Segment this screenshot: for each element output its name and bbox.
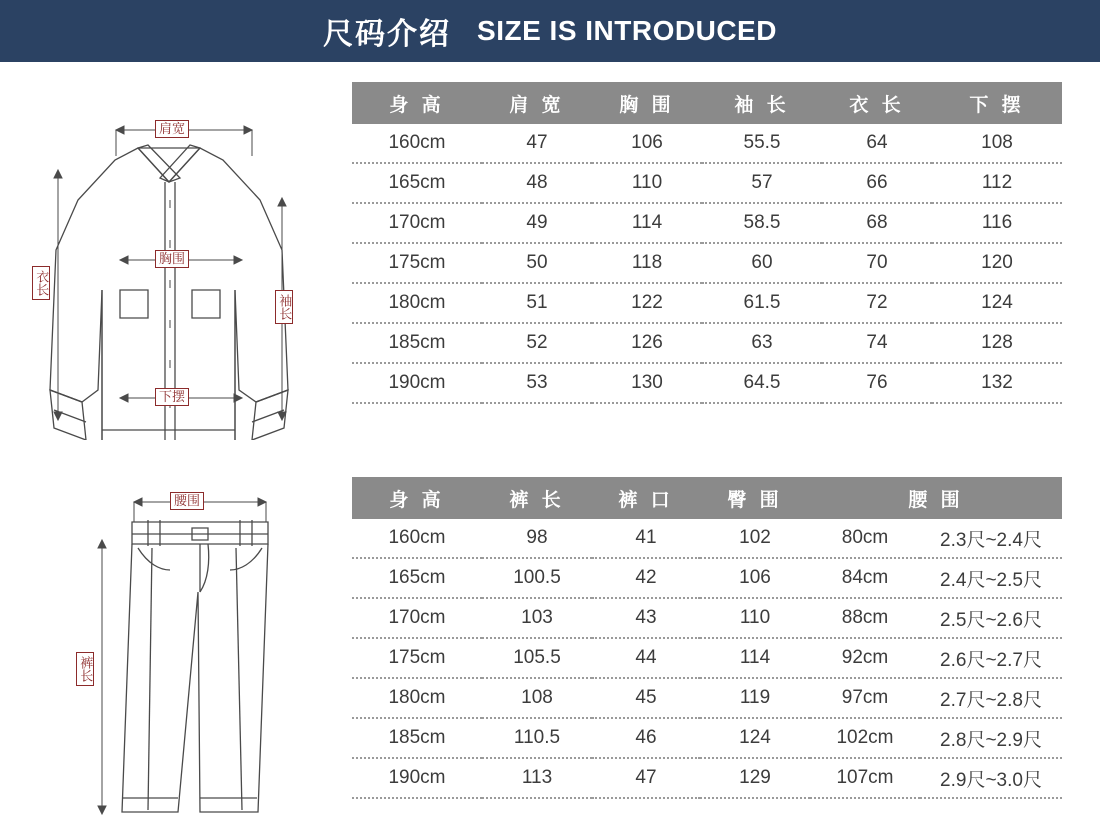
page-header: [0, 0, 1100, 62]
col-header-waist: 腰 围: [810, 477, 1062, 519]
col-header-height: 身 高: [352, 477, 482, 519]
jacket-diagram: [20, 90, 340, 440]
cell-chest: 130: [592, 363, 702, 403]
cell-pant-opening: 41: [592, 519, 700, 558]
table-row: [352, 678, 1062, 718]
cell-hip: 129: [700, 758, 810, 798]
cell-height: 185cm: [352, 718, 482, 758]
pants-table-wrap: [352, 477, 1062, 799]
label-waist: 腰围: [170, 492, 204, 510]
cell-hip: 106: [700, 558, 810, 598]
label-hem: 下摆: [155, 388, 189, 406]
cell-pant-length: 103: [482, 598, 592, 638]
cell-height: 160cm: [352, 124, 482, 163]
cell-length: 76: [822, 363, 932, 403]
cell-sleeve: 60: [702, 243, 822, 283]
cell-chest: 126: [592, 323, 702, 363]
cell-sleeve: 63: [702, 323, 822, 363]
cell-sleeve: 58.5: [702, 203, 822, 243]
cell-height: 170cm: [352, 598, 482, 638]
col-header-height: 身 高: [352, 82, 482, 124]
cell-height: 180cm: [352, 283, 482, 323]
cell-sleeve: 61.5: [702, 283, 822, 323]
table-row: [352, 758, 1062, 798]
cell-pant-opening: 42: [592, 558, 700, 598]
cell-height: 175cm: [352, 638, 482, 678]
cell-waist-cm: 97cm: [810, 678, 920, 718]
jacket-size-table: [352, 82, 1062, 404]
cell-hem: 124: [932, 283, 1062, 323]
cell-chest: 110: [592, 163, 702, 203]
cell-pant-length: 110.5: [482, 718, 592, 758]
cell-pant-length: 108: [482, 678, 592, 718]
cell-waist-chi: 2.8尺~2.9尺: [920, 718, 1062, 758]
label-pant-length: 裤长: [76, 652, 94, 686]
col-header-chest: 胸 围: [592, 82, 702, 124]
cell-waist-chi: 2.3尺~2.4尺: [920, 519, 1062, 558]
cell-waist-cm: 84cm: [810, 558, 920, 598]
cell-shoulder: 47: [482, 124, 592, 163]
cell-hem: 112: [932, 163, 1062, 203]
cell-height: 175cm: [352, 243, 482, 283]
cell-length: 72: [822, 283, 932, 323]
cell-hem: 132: [932, 363, 1062, 403]
cell-pant-length: 105.5: [482, 638, 592, 678]
label-shoulder-width: 肩宽: [155, 120, 189, 138]
cell-hem: 128: [932, 323, 1062, 363]
cell-chest: 118: [592, 243, 702, 283]
col-header-pant-opening: 裤 口: [592, 477, 700, 519]
cell-hip: 124: [700, 718, 810, 758]
page-title-en: SIZE IS INTRODUCED: [477, 15, 777, 46]
cell-waist-cm: 107cm: [810, 758, 920, 798]
cell-waist-cm: 92cm: [810, 638, 920, 678]
table-header-row: [352, 477, 1062, 519]
page-content: [0, 62, 1100, 837]
table-row: [352, 203, 1062, 243]
cell-hem: 116: [932, 203, 1062, 243]
cell-shoulder: 52: [482, 323, 592, 363]
cell-chest: 122: [592, 283, 702, 323]
cell-waist-cm: 102cm: [810, 718, 920, 758]
page-title-cn: 尺码介绍: [323, 18, 452, 51]
table-row: [352, 558, 1062, 598]
cell-chest: 114: [592, 203, 702, 243]
cell-height: 190cm: [352, 758, 482, 798]
cell-height: 190cm: [352, 363, 482, 403]
table-row: [352, 323, 1062, 363]
cell-shoulder: 48: [482, 163, 592, 203]
cell-hip: 114: [700, 638, 810, 678]
col-header-hem: 下 摆: [932, 82, 1062, 124]
cell-pant-opening: 46: [592, 718, 700, 758]
cell-shoulder: 53: [482, 363, 592, 403]
cell-pant-opening: 43: [592, 598, 700, 638]
label-garment-length: 衣长: [32, 266, 50, 300]
col-header-pant-length: 裤 长: [482, 477, 592, 519]
table-header-row: [352, 82, 1062, 124]
table-row: [352, 638, 1062, 678]
cell-waist-cm: 80cm: [810, 519, 920, 558]
cell-waist-chi: 2.4尺~2.5尺: [920, 558, 1062, 598]
cell-length: 68: [822, 203, 932, 243]
cell-waist-chi: 2.6尺~2.7尺: [920, 638, 1062, 678]
table-row: [352, 363, 1062, 403]
col-header-shoulder: 肩 宽: [482, 82, 592, 124]
cell-shoulder: 50: [482, 243, 592, 283]
cell-sleeve: 57: [702, 163, 822, 203]
label-sleeve-length: 袖长: [275, 290, 293, 324]
cell-hem: 120: [932, 243, 1062, 283]
cell-waist-chi: 2.7尺~2.8尺: [920, 678, 1062, 718]
pants-diagram: [60, 462, 340, 832]
table-row: [352, 283, 1062, 323]
cell-height: 170cm: [352, 203, 482, 243]
cell-height: 180cm: [352, 678, 482, 718]
cell-pant-length: 98: [482, 519, 592, 558]
cell-waist-chi: 2.5尺~2.6尺: [920, 598, 1062, 638]
col-header-length: 衣 长: [822, 82, 932, 124]
cell-length: 70: [822, 243, 932, 283]
jacket-table-wrap: [352, 82, 1062, 404]
col-header-hip: 臀 围: [700, 477, 810, 519]
table-row: [352, 519, 1062, 558]
table-row: [352, 124, 1062, 163]
cell-pant-opening: 47: [592, 758, 700, 798]
cell-length: 64: [822, 124, 932, 163]
table-row: [352, 718, 1062, 758]
cell-pant-opening: 44: [592, 638, 700, 678]
cell-pant-opening: 45: [592, 678, 700, 718]
cell-height: 185cm: [352, 323, 482, 363]
cell-shoulder: 51: [482, 283, 592, 323]
cell-pant-length: 100.5: [482, 558, 592, 598]
label-chest: 胸围: [155, 250, 189, 268]
cell-waist-cm: 88cm: [810, 598, 920, 638]
col-header-sleeve: 袖 长: [702, 82, 822, 124]
jacket-figure-wrap: [20, 90, 340, 440]
cell-chest: 106: [592, 124, 702, 163]
cell-shoulder: 49: [482, 203, 592, 243]
cell-hem: 108: [932, 124, 1062, 163]
cell-hip: 110: [700, 598, 810, 638]
cell-waist-chi: 2.9尺~3.0尺: [920, 758, 1062, 798]
table-row: [352, 243, 1062, 283]
cell-height: 165cm: [352, 558, 482, 598]
cell-sleeve: 64.5: [702, 363, 822, 403]
cell-length: 66: [822, 163, 932, 203]
cell-length: 74: [822, 323, 932, 363]
pants-size-table: [352, 477, 1062, 799]
pants-drawing: [60, 462, 340, 832]
cell-pant-length: 113: [482, 758, 592, 798]
cell-height: 165cm: [352, 163, 482, 203]
table-row: [352, 163, 1062, 203]
cell-sleeve: 55.5: [702, 124, 822, 163]
pants-figure-wrap: [60, 462, 340, 832]
cell-hip: 119: [700, 678, 810, 718]
table-row: [352, 598, 1062, 638]
cell-height: 160cm: [352, 519, 482, 558]
cell-hip: 102: [700, 519, 810, 558]
